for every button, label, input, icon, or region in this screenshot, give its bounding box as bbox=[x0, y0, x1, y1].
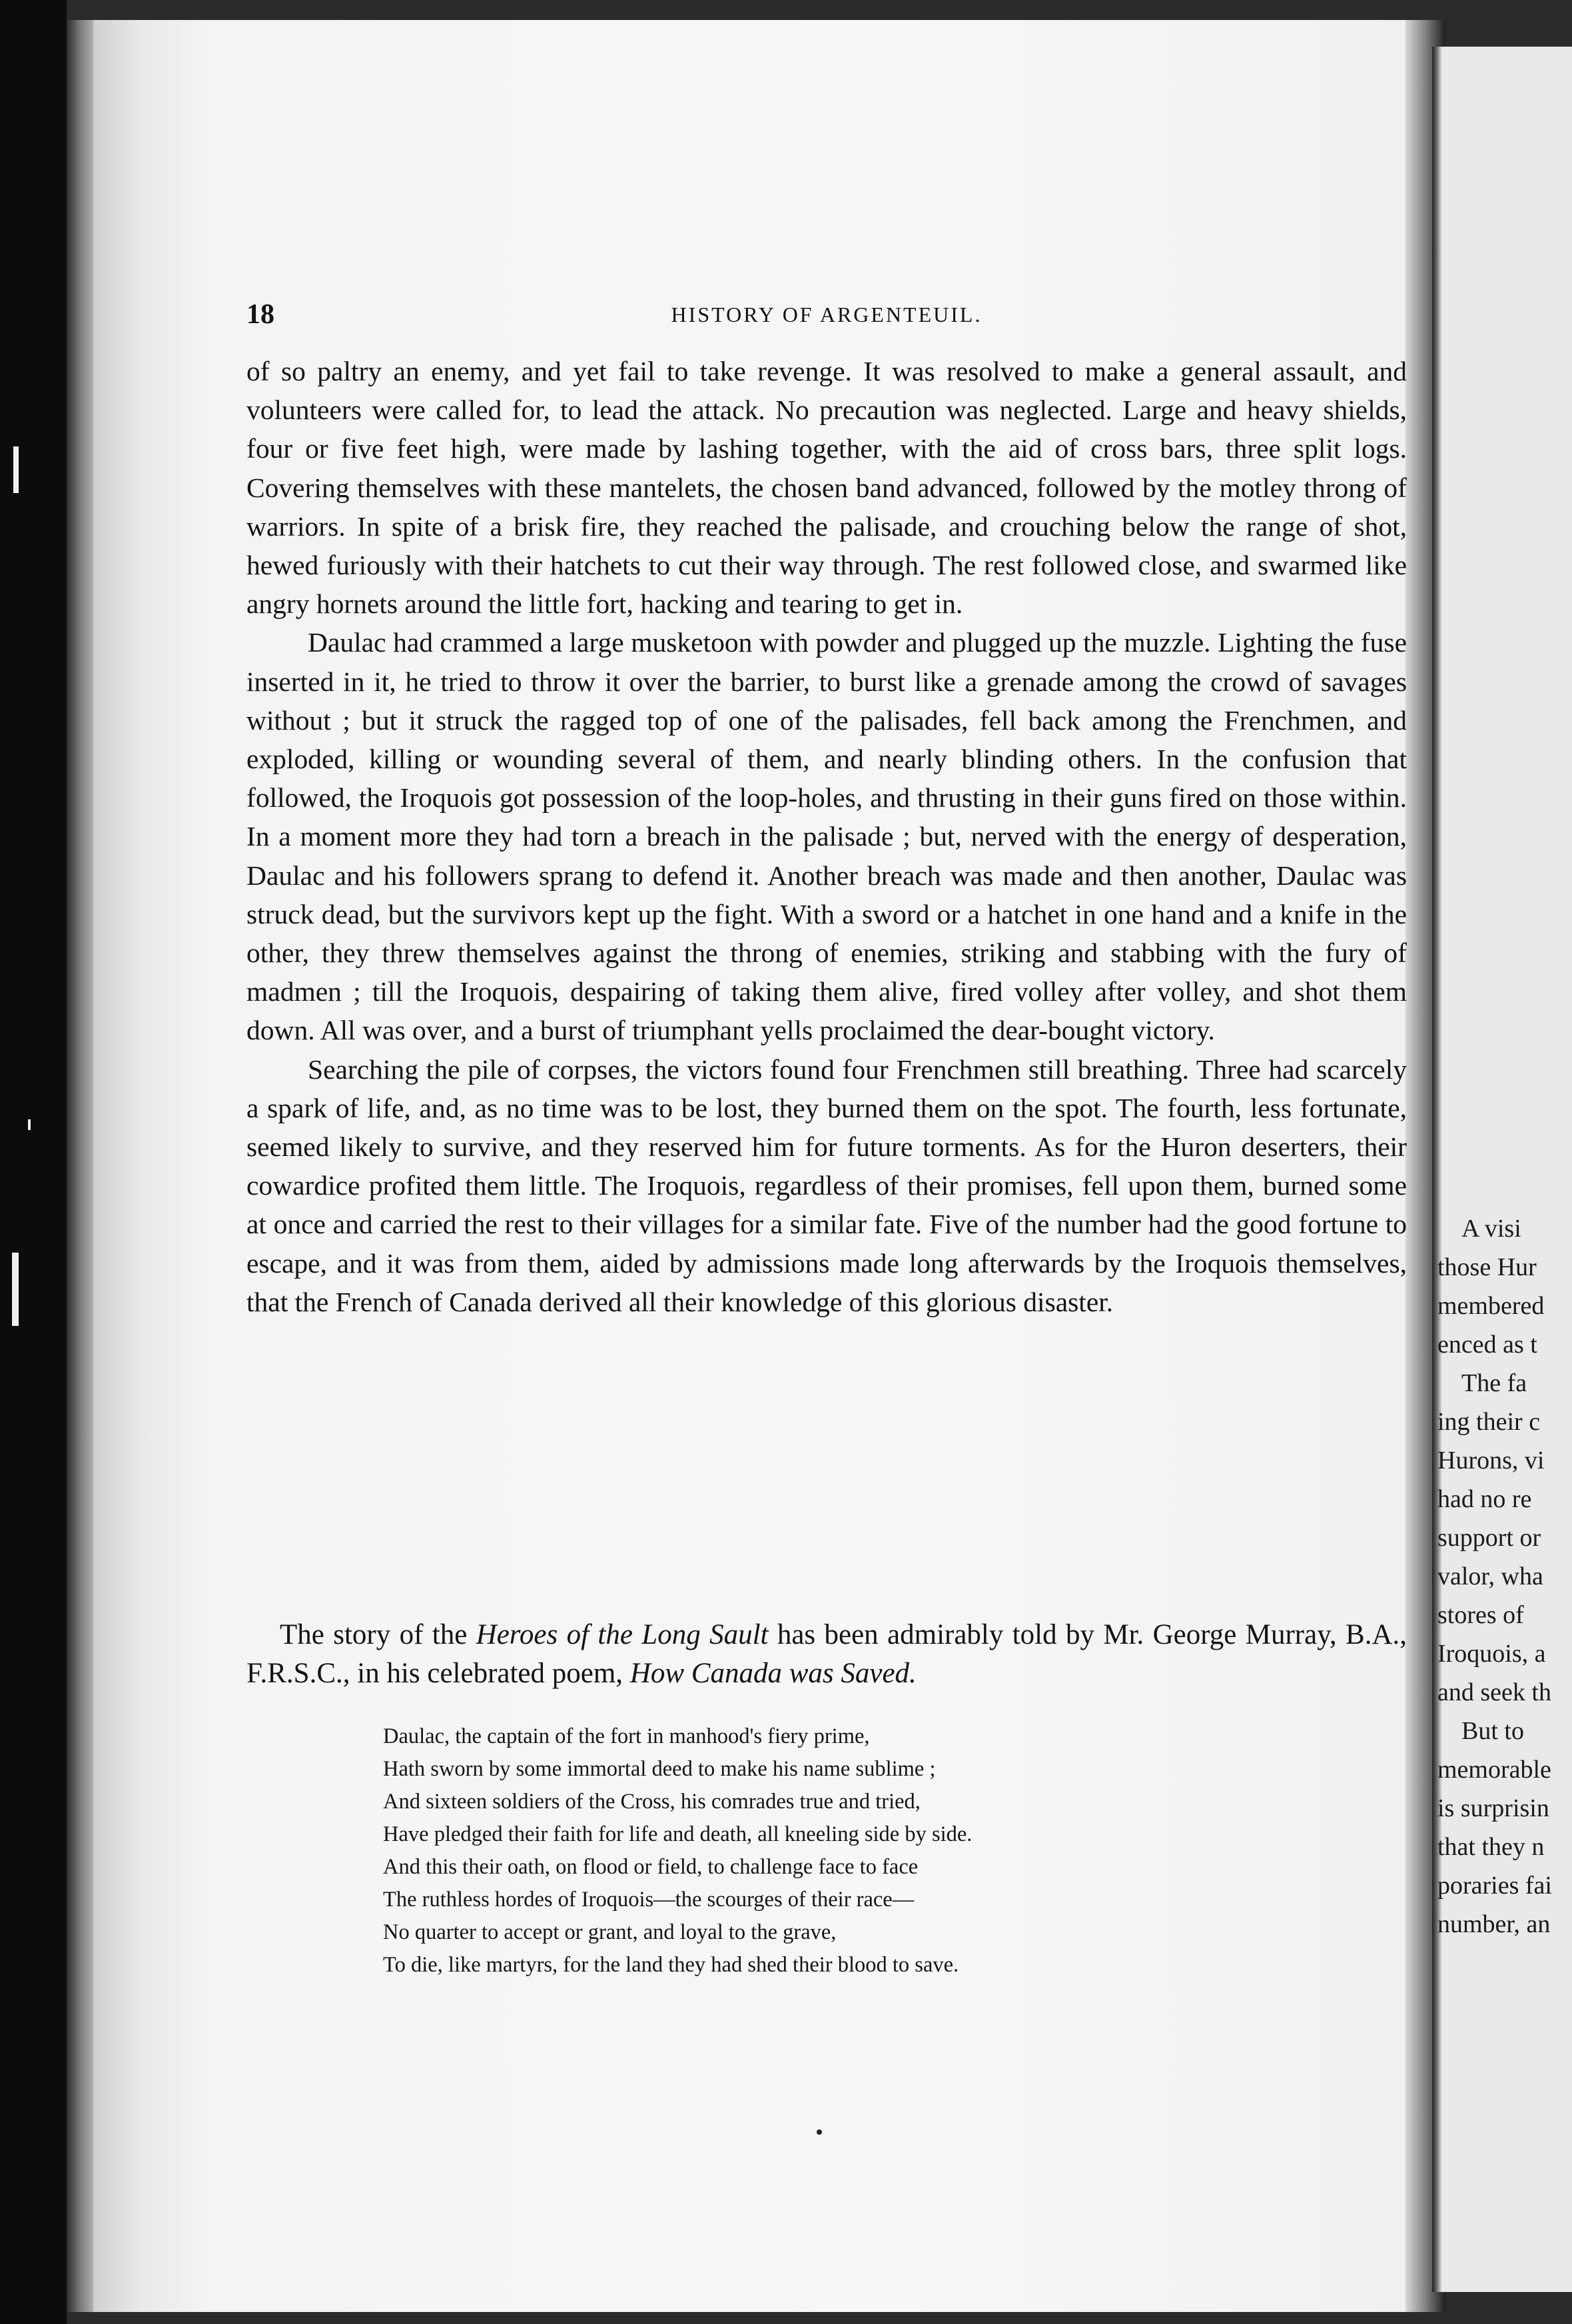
facing-page-fragment: and seek th bbox=[1437, 1678, 1551, 1706]
facing-page-fragment: A visi bbox=[1461, 1215, 1521, 1243]
ink-speck bbox=[817, 2129, 822, 2135]
facing-page-fragment: those Hur bbox=[1437, 1253, 1537, 1281]
intro-text: The story of the bbox=[280, 1619, 476, 1650]
facing-page-fragment: ing their c bbox=[1437, 1408, 1541, 1436]
page-number: 18 bbox=[246, 299, 274, 330]
poem-line: And this their oath, on flood or field, to challenge face to face bbox=[383, 1855, 919, 1879]
facing-page-fragment: support or bbox=[1437, 1524, 1541, 1552]
running-head bbox=[246, 298, 1407, 333]
facing-page-fragment: enced as t bbox=[1437, 1331, 1537, 1359]
poem-line: Hath sworn by some immortal deed to make his name sublime ; bbox=[383, 1757, 936, 1781]
facing-page-edge bbox=[1432, 47, 1441, 2292]
facing-page-fragment: number, an bbox=[1437, 1910, 1551, 1938]
intro-text: has been admirably told by Mr. George Murray, B.A., F.R.S.C., in his celebrated poem, bbox=[246, 1619, 1407, 1689]
facing-page-fragment: The fa bbox=[1461, 1369, 1527, 1397]
facing-page-fragment: Hurons, vi bbox=[1437, 1447, 1545, 1474]
scan-mark bbox=[12, 1253, 19, 1326]
facing-page-fragment: But to bbox=[1461, 1717, 1524, 1745]
intro-italic-title: How Canada was Saved. bbox=[629, 1658, 917, 1689]
poem-excerpt bbox=[383, 1720, 1382, 1982]
facing-page-fragment: Iroquois, a bbox=[1437, 1640, 1546, 1668]
poem-line: Daulac, the captain of the fort in manhood's fiery prime, bbox=[383, 1724, 870, 1748]
facing-page-fragment: that they n bbox=[1437, 1833, 1545, 1861]
facing-page-fragment: is surprisin bbox=[1437, 1794, 1549, 1822]
paragraph: Daulac had crammed a large musketoon with powder and plugged up the muzzle. Lighting the fuse inserted in it, he tried to throw it over the barrier, to burst like a grenade among the crowd of savages without ; but it struck the ragged top of one of the palisades, fell back among the Frenchmen, and exploded, killing or wounding several of them, and nearly blinding others. In the confusion that followed, the Iroquois got possession of the loop-holes, and thrusting in their guns fired on those within. In a moment more they had torn a breach in the palisade ; but, nerved with the energy of desperation, Daulac and his followers sprang to defend it. Another breach was made and then another, Daulac was struck dead, but the survivors kept up the fight. With a sword or a hatchet in one hand and a knife in the other, they threw themselves against the throng of enemies, striking and stabbing with the fury of madmen ; till the Iroquois, despairing of taking them alive, fired volley after volley, and shot them down. All was over, and a burst of triumphant yells proclaimed the dear-bought victory. bbox=[246, 627, 1407, 1046]
scan-mark bbox=[13, 446, 19, 493]
poem-line: No quarter to accept or grant, and loyal to the grave, bbox=[383, 1920, 837, 1944]
facing-page-fragment: had no re bbox=[1437, 1485, 1532, 1513]
left-scan-border bbox=[0, 0, 67, 2324]
body-text bbox=[246, 352, 1407, 1321]
paragraph: of so paltry an enemy, and yet fail to take revenge. It was resolved to make a general assault, and volunteers were called for, to lead the attack. No precaution was neglected. Large and heavy shields, four or five feet high, were made by lashing together, with the aid of cross bars, three split logs. Covering themselves with these mantelets, the chosen band advanced, followed by the motley throng of warriors. In spite of a brisk fire, they reached the palisade, and crouching below the range of shot, hewed furiously with their hatchets to cut their way through. The rest followed close, and swarmed like angry hornets around the little fort, hacking and tearing to get in. bbox=[246, 356, 1407, 620]
scan-mark bbox=[28, 1119, 31, 1130]
poem-introduction bbox=[246, 1616, 1407, 1693]
running-title: HISTORY OF ARGENTEUIL. bbox=[671, 302, 983, 326]
poem-line: The ruthless hordes of Iroquois—the scourges of their race— bbox=[383, 1888, 915, 1912]
facing-page-fragment: poraries fai bbox=[1437, 1872, 1552, 1900]
facing-page-fragment: valor, wha bbox=[1437, 1562, 1543, 1590]
poem-line: And sixteen soldiers of the Cross, his comrades true and tried, bbox=[383, 1790, 921, 1814]
paragraph: Searching the pile of corpses, the victors found four Frenchmen still breathing. Three had scarcely a spark of life, and, as no time was to be lost, they burned them on the spot. The fourth, less fortunate, seemed likely to survive, and they reserved him for future torments. As for the Huron deserters, their cowardice profited them little. The Iroquois, regardless of their promises, fell upon them, burned some at once and carried the rest to their villages for a similar fate. Five of the number had the good fortune to escape, and it was from them, aided by admissions made long afterwards by the Iroquois themselves, that the French of Canada derived all their knowledge of this glorious disaster. bbox=[246, 1053, 1407, 1317]
facing-page-fragment: stores of bbox=[1437, 1601, 1524, 1629]
facing-page bbox=[1432, 47, 1572, 2292]
facing-page-fragment: membered bbox=[1437, 1292, 1545, 1320]
intro-italic-title: Heroes of the Long Sault bbox=[476, 1619, 769, 1650]
poem-line: To die, like martyrs, for the land they had shed their blood to save. bbox=[383, 1953, 959, 1977]
facing-page-fragment: memorable bbox=[1437, 1756, 1551, 1784]
poem-line: Have pledged their faith for life and death, all kneeling side by side. bbox=[383, 1822, 973, 1846]
